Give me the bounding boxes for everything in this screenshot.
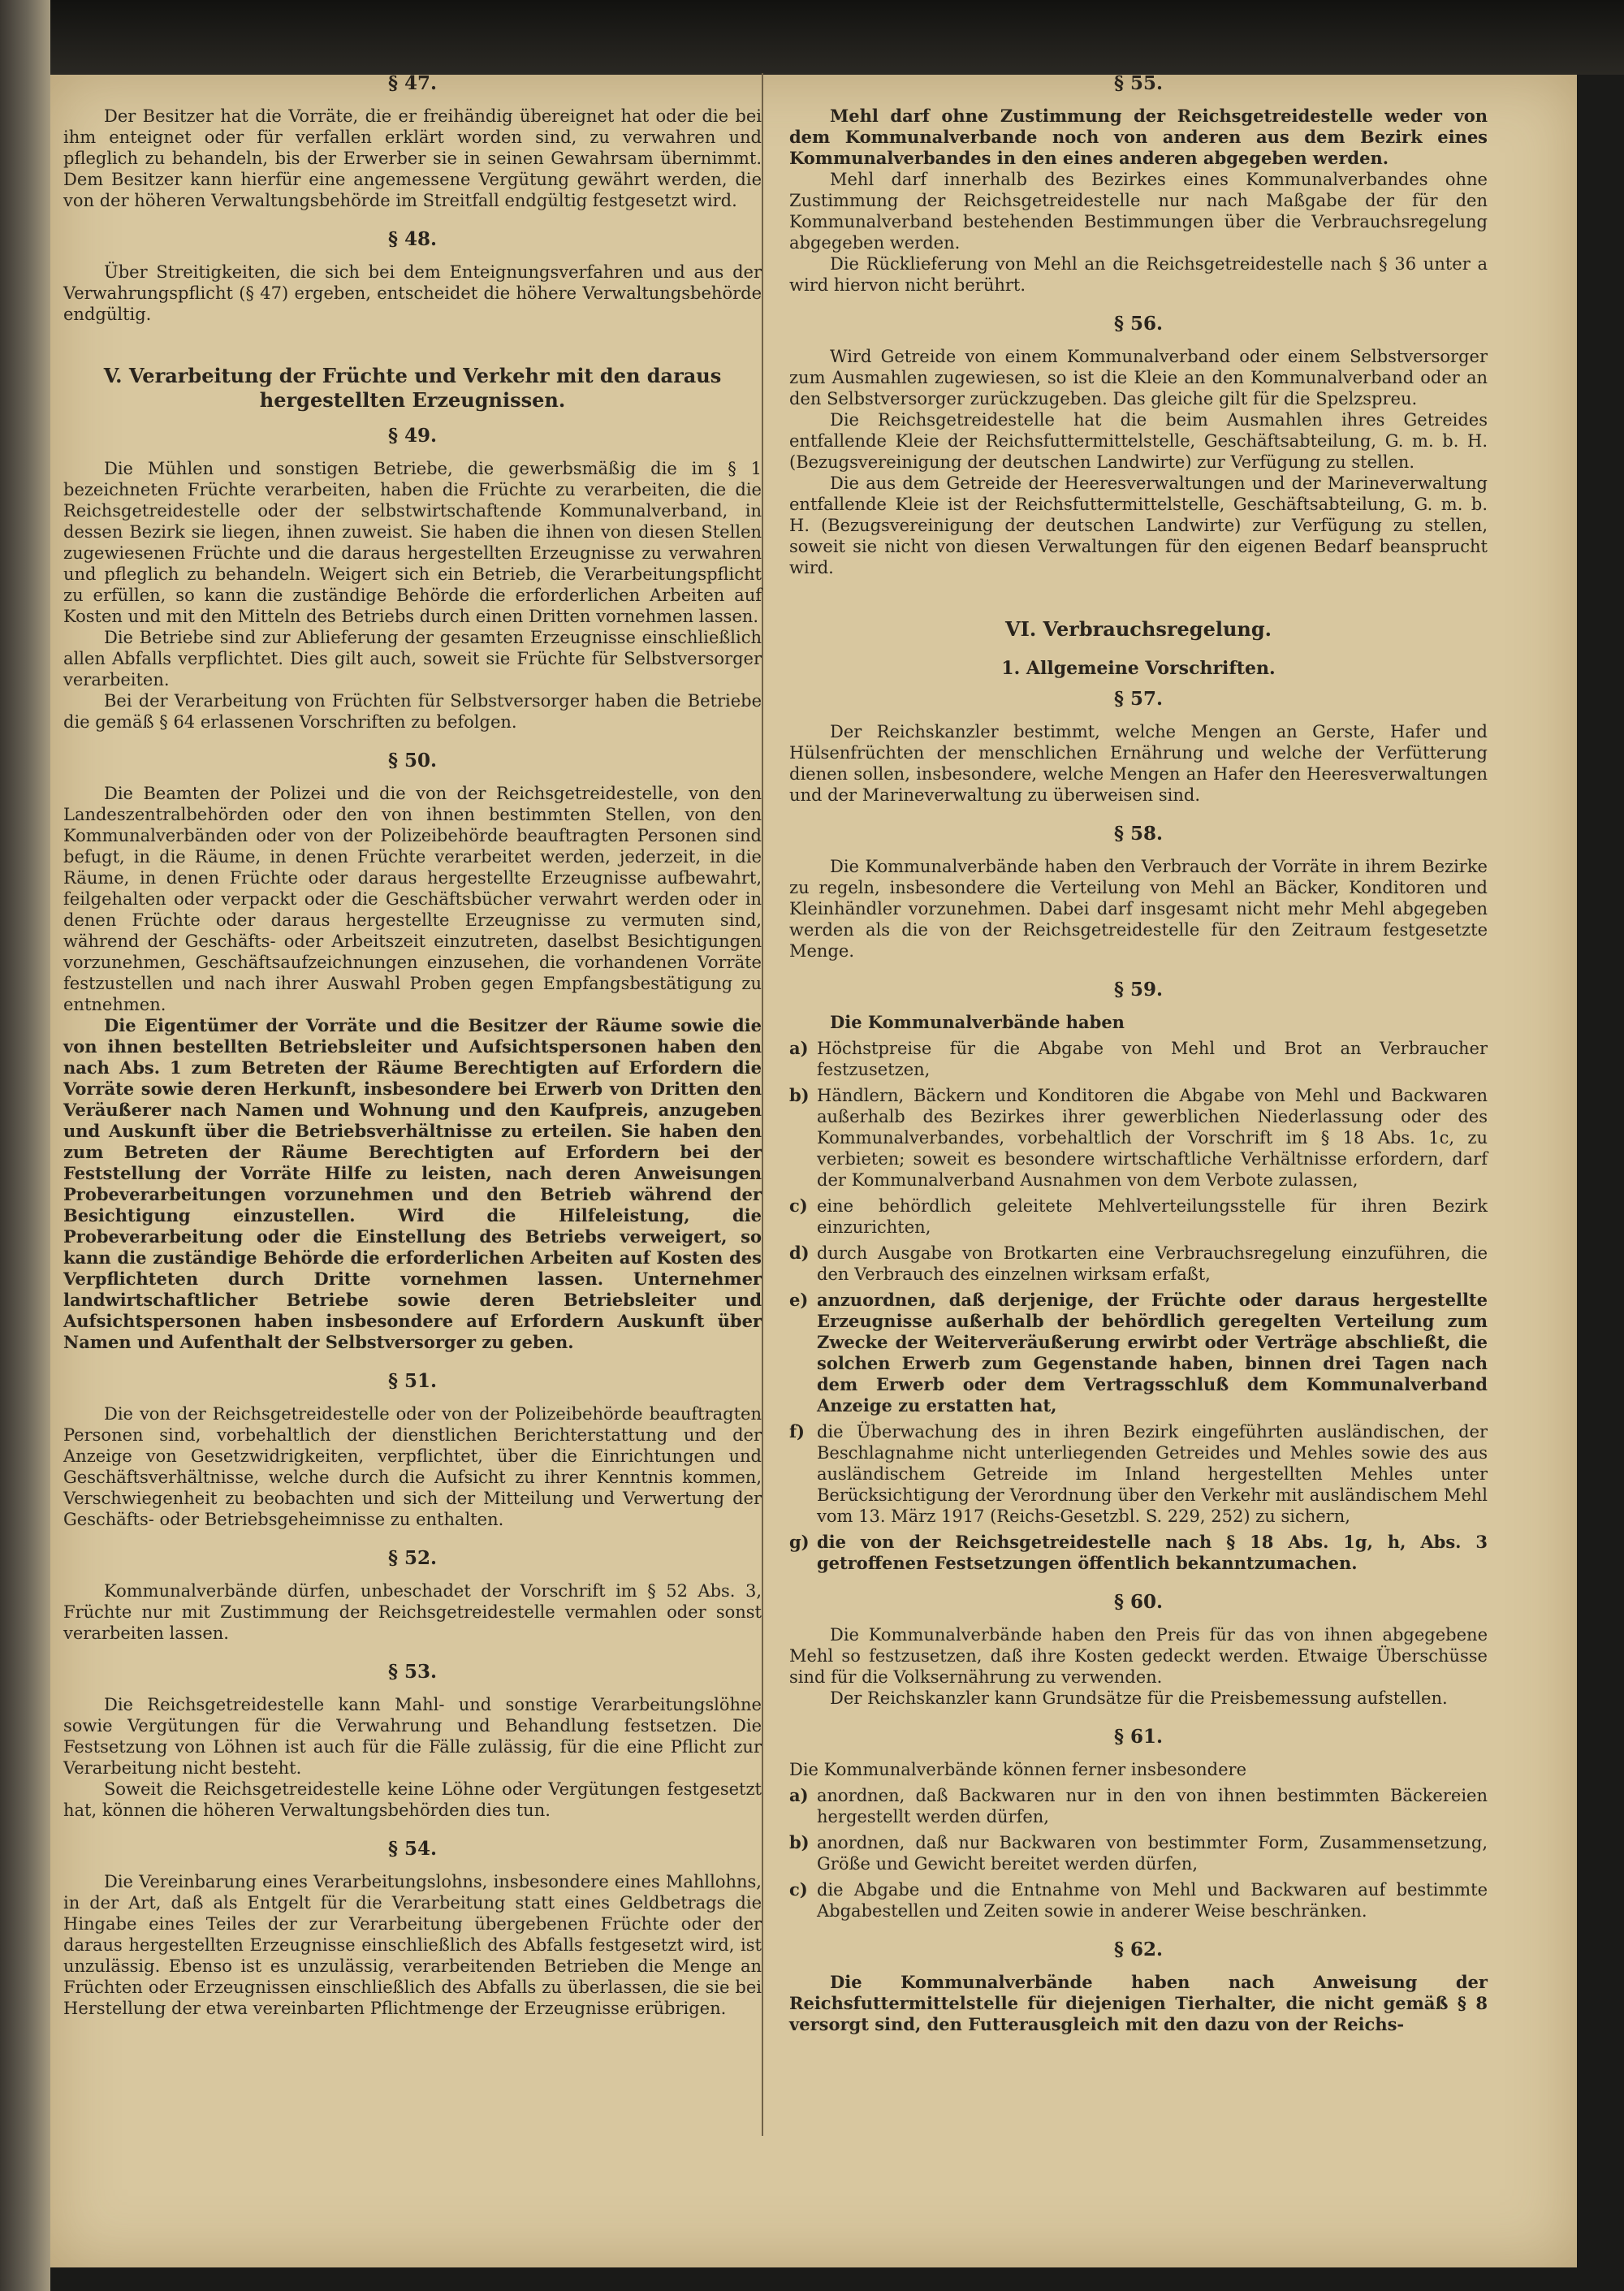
paragraph: Die Rücklieferung von Mehl an die Reichsgetreidestelle nach § 36 unter a wird hiervon nicht berührt. bbox=[789, 254, 1488, 295]
paragraph: Die Reichsgetreidestelle hat die beim Ausmahlen ihres Getreides entfallende Kleie der Reichsfuttermittelstelle, Geschäftsabteilung, G. m. b. H. (Bezugsvereinigung der deutschen Landwirte) zur Verfügung zu stellen. bbox=[789, 410, 1488, 472]
section-title: § 59. bbox=[1113, 979, 1164, 1001]
paragraph: Der Besitzer hat die Vorräte, die er freihändig übereignet hat oder die bei ihm enteignet oder für verfallen erklärt worden sind, zu verwahren und pfleglich zu behandeln, bis der Erwerber sie in seinen Gewahrsam übernimmt. Dem Besitzer kann hierfür eine angemessene Vergütung gewährt werden, die von der höheren Verwaltungsbehörde im Streitfall endgültig festgesetzt wird. bbox=[63, 106, 762, 210]
section-title: § 56. bbox=[1113, 313, 1164, 335]
paragraph: Die Beamten der Polizei und die von der Reichsgetreidestelle, von den Landeszentralbehörden oder den von ihnen bestimmten Stellen, von den Kommunalverbänden oder von der Polizeibehörde beauftragten Personen sind befugt, in die Räume, in denen Früchte verarbeitet werden, jederzeit, in die Räume, in denen Früchte oder daraus hergestellte Erzeugnisse aufbewahrt, feilgehalten oder verpackt oder die Geschäftsbücher verwahrt werden oder in denen Früchte oder daraus hergestellte Erzeugnisse zu vermuten sind, während der Geschäfts- oder Arbeitszeit einzutreten, daselbst Besichtigungen vorzunehmen, Geschäftsaufzeichnungen einzusehen, die vorhandenen Vorräte festzustellen und nach ihrer Auswahl Proben gegen Empfangsbestätigung zu entnehmen. bbox=[63, 784, 762, 1014]
left-column bbox=[63, 73, 762, 2019]
list-label: a) bbox=[789, 1785, 809, 1805]
section-title: § 62. bbox=[1113, 1939, 1164, 1960]
list-item bbox=[789, 1195, 1488, 1238]
list-item bbox=[789, 1532, 1488, 1574]
list-label: f) bbox=[789, 1421, 805, 1442]
paragraph: Die Kommunalverbände haben nach Anweisung der Reichsfuttermittelstelle für diejenigen Tierhalter, die nicht gemäß § 8 versorgt sind, den Futterausgleich mit den dazu von der Reichs- bbox=[789, 1972, 1488, 2034]
section-title: § 54. bbox=[387, 1838, 438, 1860]
list-text: anzuordnen, daß derjenige, der Früchte oder daraus hergestellte Erzeugnisse außerhalb der behördlich geregelten Verteilung zum Zwecke der Weiterveräußerung erwirbt oder Verträge abschließt, die solchen Erwerb zum Gegenstande haben, binnen drei Tagen nach dem Erwerb oder dem Vertragsschluß dem Kommunalverband Anzeige zu erstatten hat, bbox=[817, 1290, 1488, 1416]
list-label: e) bbox=[789, 1290, 809, 1310]
paragraph: Die Kommunalverbände können ferner insbesondere bbox=[789, 1760, 1247, 1779]
sub-heading: 1. Allgemeine Vorschriften. bbox=[1001, 658, 1276, 679]
paragraph: Über Streitigkeiten, die sich bei dem Enteignungsverfahren und aus der Verwahrungspflicht (§ 47) ergeben, entscheidet die höhere Verwaltungsbehörde endgültig. bbox=[63, 262, 762, 324]
section-title: § 57. bbox=[1113, 688, 1164, 710]
section-title: § 55. bbox=[1113, 72, 1164, 94]
list-item bbox=[789, 1038, 1488, 1080]
chapter-heading: V. Verarbeitung der Früchte und Verkehr mit den daraus hergestellten Erzeugnissen. bbox=[103, 364, 722, 412]
paragraph: Wird Getreide von einem Kommunalverband oder einem Selbstversorger zum Ausmahlen zugewiesen, so ist die Kleie an den Kommunalverband oder an den Selbstversorger zurückzugeben. Das gleiche gilt für die Spelzspreu. bbox=[789, 347, 1488, 408]
list-item bbox=[789, 1085, 1488, 1191]
column-divider bbox=[762, 73, 763, 2136]
list-label: b) bbox=[789, 1832, 810, 1852]
section-title: § 51. bbox=[387, 1370, 438, 1392]
list-item bbox=[789, 1879, 1488, 1921]
list-label: c) bbox=[789, 1195, 808, 1216]
section-title: § 60. bbox=[1113, 1591, 1164, 1613]
list-label: g) bbox=[789, 1532, 810, 1552]
list-text: durch Ausgabe von Brotkarten eine Verbrauchsregelung einzuführen, die den Verbrauch des einzelnen wirksam erfaßt, bbox=[817, 1243, 1488, 1284]
section-title: § 52. bbox=[387, 1547, 438, 1569]
list-text: Höchstpreise für die Abgabe von Mehl und Brot an Verbraucher festzusetzen, bbox=[817, 1039, 1488, 1079]
section-title: § 61. bbox=[1113, 1726, 1164, 1748]
list-label: c) bbox=[789, 1879, 808, 1900]
list-text: anordnen, daß nur Backwaren von bestimmter Form, Zusammensetzung, Größe und Gewicht bereitet werden dürfen, bbox=[817, 1833, 1488, 1874]
list-text: Händlern, Bäckern und Konditoren die Abgabe von Mehl und Backwaren außerhalb des Bezirkes ihrer gewerblichen Niederlassung oder des Kommunalverbandes, vorbehaltlich der Vorschrift im § 18 Abs. 1c, zu verbieten; soweit es besondere wirtschaftliche Verhältnisse erfordern, darf der Kommunalverband Ausnahmen von dem Verbote zulassen, bbox=[817, 1086, 1488, 1190]
paragraph: Mehl darf innerhalb des Bezirkes eines Kommunalverbandes ohne Zustimmung der Reichsgetreidestelle nur nach Maßgabe der für den Kommunalverband bestehenden Bestimmungen über die Verbrauchsregelung abgegeben werden. bbox=[789, 170, 1488, 253]
right-column bbox=[789, 73, 1488, 2035]
paragraph: Bei der Verarbeitung von Früchten für Selbstversorger haben die Betriebe die gemäß § 64 erlassenen Vorschriften zu befolgen. bbox=[63, 691, 762, 732]
paragraph: Die Kommunalverbände haben den Verbrauch der Vorräte in ihrem Bezirke zu regeln, insbesondere die Verteilung von Mehl an Bäcker, Konditoren und Kleinhändler vorzunehmen. Dabei darf insgesamt nicht mehr Mehl abgegeben werden als die von der Reichsgetreidestelle für den Zeitraum festgesetzte Menge. bbox=[789, 857, 1488, 961]
list-text: die von der Reichsgetreidestelle nach § 18 Abs. 1g, h, Abs. 3 getroffenen Festsetzungen öffentlich bekanntzumachen. bbox=[817, 1532, 1488, 1573]
list-label: d) bbox=[789, 1243, 810, 1263]
paragraph: Der Reichskanzler kann Grundsätze für die Preisbemessung aufstellen. bbox=[830, 1688, 1448, 1708]
paragraph: Die Kommunalverbände haben bbox=[830, 1012, 1125, 1032]
section-title: § 49. bbox=[387, 425, 438, 447]
paragraph: Die Reichsgetreidestelle kann Mahl- und sonstige Verarbeitungslöhne sowie Vergütungen für die Verwahrung und Behandlung festsetzen. Die Festsetzung von Löhnen ist auch für die Fälle zulässig, für die eine Pflicht zur Verarbeitung nicht besteht. bbox=[63, 1695, 762, 1778]
paragraph: Die Eigentümer der Vorräte und die Besitzer der Räume sowie die von ihnen bestellten Betriebsleiter und Aufsichtspersonen haben den nach Abs. 1 zum Betreten der Räume Berechtigten auf Erfordern die Vorräte sowie deren Herkunft, insbesondere bei Erwerb von Dritten den Veräußerer nach Namen und Wohnung und den Kaufpreis, anzugeben und Auskunft über die Betriebsverhältnisse zu erteilen. Sie haben den zum Betreten der Räume Berechtigten auf Erfordern bei der Feststellung der Vorräte Hilfe zu leisten, nach deren Anweisungen Probeverarbeitungen vorzunehmen und den Betrieb während der Besichtigung einzustellen. Wird die Hilfeleistung, die Probeverarbeitung oder die Einstellung des Betriebs verweigert, so kann die zuständige Behörde die erforderlichen Arbeiten auf Kosten des Verpflichteten durch Dritte vornehmen lassen. Unternehmer landwirtschaftlicher Betriebe sowie deren Betriebsleiter und Aufsichtspersonen haben insbesondere auf Erfordern Auskunft über Namen und Aufenthalt der Selbstversorger zu geben. bbox=[63, 1015, 762, 1352]
list-text: die Überwachung des in ihren Bezirk eingeführten ausländischen, der Beschlagnahme nicht unterliegenden Getreides und Mehles sowie des aus ausländischem Getreide im Inland hergestellten Mehles unter Berücksichtigung der Verordnung über den Verkehr mit ausländischem Mehl vom 13. März 1917 (Reichs-Gesetzbl. S. 229, 252) zu sichern, bbox=[817, 1422, 1488, 1526]
section-title: § 47. bbox=[387, 72, 438, 94]
list-text: die Abgabe und die Entnahme von Mehl und Backwaren auf bestimmte Abgabestellen und Zeiten sowie in anderer Weise beschränken. bbox=[817, 1880, 1488, 1921]
list-item bbox=[789, 1832, 1488, 1874]
paragraph: Die Mühlen und sonstigen Betriebe, die gewerbsmäßig die im § 1 bezeichneten Früchte verarbeiten, haben die Früchte zu verarbeiten, die die Reichsgetreidestelle oder der selbstwirtschaftende Kommunalverband, in dessen Bezirk sie liegen, ihnen zuweist. Sie haben die ihnen von diesen Stellen zugewiesenen Früchte und die daraus hergestellten Erzeugnisse zu verwahren und pfleglich zu behandeln. Weigert sich ein Betrieb, die Verarbeitungspflicht zu erfüllen, so kann die zuständige Behörde die erforderlichen Arbeiten auf Kosten und mit den Mitteln des Betriebs durch einen Dritten vornehmen lassen. bbox=[63, 459, 762, 626]
paragraph: Kommunalverbände dürfen, unbeschadet der Vorschrift im § 52 Abs. 3, Früchte nur mit Zustimmung der Reichsgetreidestelle vermahlen oder sonst verarbeiten lassen. bbox=[63, 1581, 762, 1643]
list-label: a) bbox=[789, 1038, 809, 1058]
list-item bbox=[789, 1290, 1488, 1416]
paragraph: Die Kommunalverbände haben den Preis für das von ihnen abgegebene Mehl so festzusetzen, daß ihre Kosten gedeckt werden. Etwaige Überschüsse sind für die Volksernährung zu verwenden. bbox=[789, 1625, 1488, 1687]
list-text: eine behördlich geleitete Mehlverteilungsstelle für ihren Bezirk einzurichten, bbox=[817, 1196, 1488, 1237]
list-item bbox=[789, 1243, 1488, 1285]
list-item bbox=[789, 1785, 1488, 1827]
list-item bbox=[789, 1421, 1488, 1527]
section-title: § 53. bbox=[387, 1661, 438, 1683]
chapter-heading: VI. Verbrauchsregelung. bbox=[1004, 617, 1272, 641]
list-text: anordnen, daß Backwaren nur in den von ihnen bestimmten Bäckereien hergestellt werden dürfen, bbox=[817, 1786, 1488, 1826]
book-spine bbox=[0, 0, 50, 2291]
section-title: § 58. bbox=[1113, 823, 1164, 845]
scan-top-edge bbox=[50, 0, 1624, 75]
section-title: § 48. bbox=[387, 228, 438, 250]
paragraph: Der Reichskanzler bestimmt, welche Mengen an Gerste, Hafer und Hülsenfrüchten der menschlichen Ernährung und welche der Verfütterung dienen sollen, insbesondere, welche Mengen an Hafer den Heeresverwaltungen und der Marineverwaltung zu überweisen sind. bbox=[789, 722, 1488, 805]
paragraph: Soweit die Reichsgetreidestelle keine Löhne oder Vergütungen festgesetzt hat, können die höheren Verwaltungsbehörden dies tun. bbox=[63, 1779, 762, 1820]
paragraph: Die Vereinbarung eines Verarbeitungslohns, insbesondere eines Mahllohns, in der Art, daß als Entgelt für die Verarbeitung statt eines Geldbetrags die Hingabe eines Teiles der zur Verarbeitung übergebenen Früchte oder der daraus hergestellten Erzeugnisse einschließlich des Abfalls festgesetzt wird, ist unzulässig. Ebenso ist es unzulässig, verarbeitenden Betrieben die Menge an Früchten oder Erzeugnissen einschließlich des Abfalls zu überlassen, die sie bei Herstellung der etwa vereinbarten Pflichtmenge der Erzeugnisse erübrigen. bbox=[63, 1872, 762, 2018]
paragraph: Die Betriebe sind zur Ablieferung der gesamten Erzeugnisse einschließlich allen Abfalls verpflichtet. Dies gilt auch, soweit sie Früchte für Selbstversorger verarbeiten. bbox=[63, 628, 762, 689]
paragraph: Die aus dem Getreide der Heeresverwaltungen und der Marineverwaltung entfallende Kleie ist der Reichsfuttermittelstelle, Geschäftsabteilung, G. m. b. H. (Bezugsvereinigung der deutschen Landwirte) zur Verfügung zu stellen, soweit sie nicht von diesen Verwaltungen für den eigenen Bedarf beansprucht wird. bbox=[789, 473, 1488, 577]
section-title: § 50. bbox=[387, 750, 438, 772]
list-label: b) bbox=[789, 1085, 810, 1105]
paragraph: Mehl darf ohne Zustimmung der Reichsgetreidestelle weder von dem Kommunalverbande noch von anderen aus dem Bezirk eines Kommunalverbandes in den eines anderen abgegeben werden. bbox=[789, 106, 1488, 168]
paragraph: Die von der Reichsgetreidestelle oder von der Polizeibehörde beauftragten Personen sind, vorbehaltlich der dienstlichen Berichterstattung und der Anzeige von Gesetzwidrigkeiten, verpflichtet, über die Einrichtungen und Geschäftsverhältnisse, welche durch die Aufsicht zu ihrer Kenntnis kommen, Verschwiegenheit zu beobachten und sich der Mitteilung und Verwertung der Geschäfts- oder Betriebsgeheimnisse zu enthalten. bbox=[63, 1404, 762, 1529]
